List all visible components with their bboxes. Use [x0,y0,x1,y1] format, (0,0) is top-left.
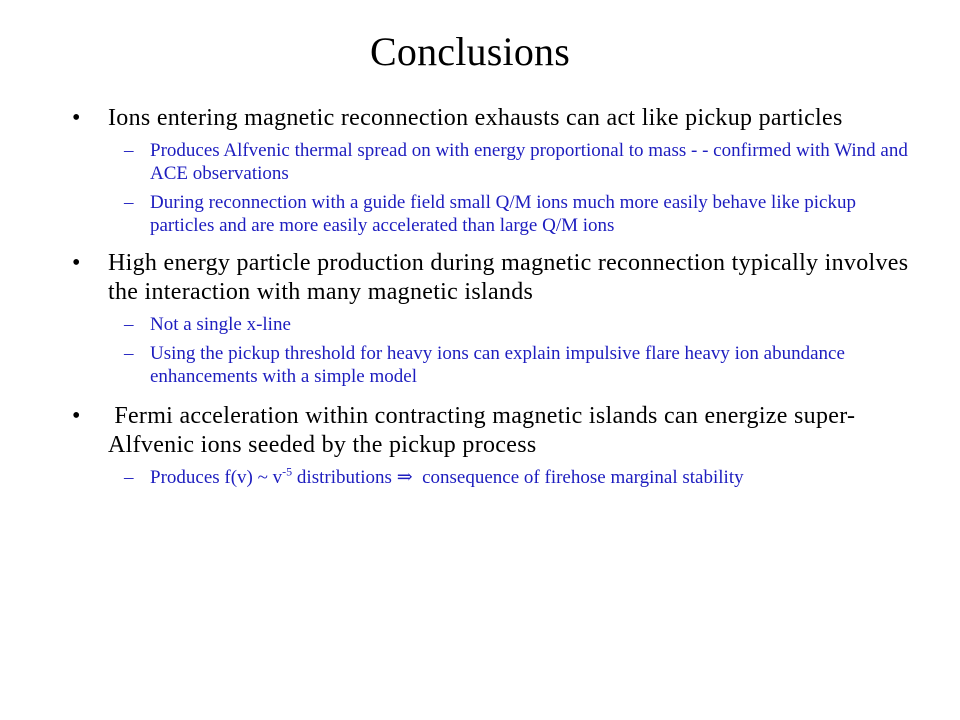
sub-bullet-2-2 [72,342,910,388]
bullet-dot: • [72,403,81,429]
bullet-2 [72,249,932,307]
bullet-dot: • [72,105,81,131]
sub-bullet-dash: – [124,343,134,364]
implies-arrow-icon: ⇒ [396,467,413,488]
sub-bullet-3-1-text-end: consequence of firehose marginal stability [412,467,744,488]
sub-bullet-dash: – [124,192,134,213]
sub-bullet-1-1-text: Produces Alfvenic thermal spread on with energy proportional to mass - - confirmed with Wind and ACE observations [150,140,908,184]
sub-bullet-3-1-text-after: distributions [292,467,397,488]
sub-bullet-2-2-text: Using the pickup threshold for heavy ions can explain impulsive flare heavy ion abundance enhancements with a simple model [150,343,845,387]
sub-bullet-2-1 [72,313,910,336]
bullet-3-text: Fermi acceleration within contracting magnetic islands can energize super-Alfvenic ions seeded by the pickup process [108,403,856,458]
bullet-1 [72,104,932,133]
sub-bullet-3-1-text-before: Produces f(v) ~ v [150,467,283,488]
sub-bullet-1-1 [72,139,910,185]
sub-bullet-dash: – [124,140,134,161]
sub-bullet-dash: – [124,314,134,335]
bullet-2-text: High energy particle production during magnetic reconnection typically involves the interaction with many magnetic islands [108,250,909,305]
sub-bullet-3-1 [72,466,910,489]
bullet-list [72,104,932,495]
bullet-1-text: Ions entering magnetic reconnection exhausts can act like pickup particles [108,105,843,131]
sub-bullet-dash: – [124,467,134,488]
superscript-exponent: -5 [282,464,293,479]
sub-bullet-2-1-text: Not a single x-line [150,314,291,335]
sub-bullet-1-2 [72,191,910,237]
bullet-dot: • [72,250,81,276]
bullet-3 [72,402,932,460]
sub-bullet-1-2-text: During reconnection with a guide field small Q/M ions much more easily behave like pickup particles and are more easily accelerated than large Q/M ions [150,192,856,236]
slide-title: Conclusions [370,29,570,74]
